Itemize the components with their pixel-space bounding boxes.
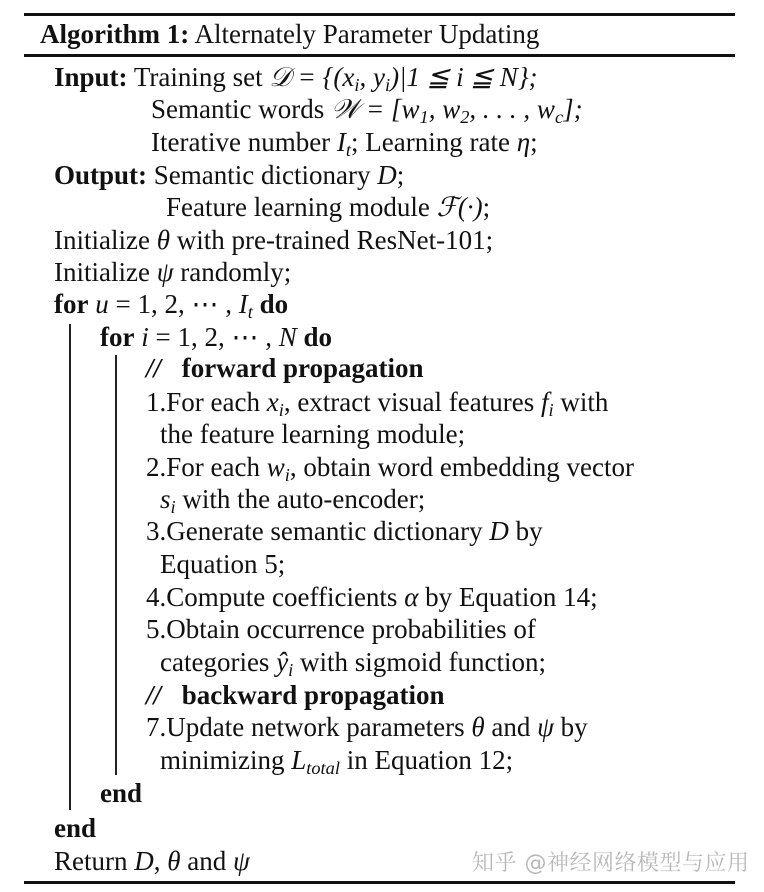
math: 𝒲 = [w [330,94,420,124]
text: Semantic words [151,94,331,124]
backward-comment [146,679,445,711]
step-5-line-1 [146,613,536,645]
inner-loop-bar [115,355,117,775]
text: , [153,846,168,876]
text: Feature learning module [166,192,437,222]
header-rule [24,54,735,57]
sub: i [170,497,176,518]
sub: 2 [460,107,470,128]
return-line [54,845,250,877]
step-3-line-1 [146,515,543,547]
algorithm-title [40,18,539,50]
text: Iterative number [151,127,337,157]
math: ℱ(·) [436,192,483,222]
math: )|1 ≦ i ≦ N}; [390,62,538,92]
text: 7.Update network parameters [146,712,472,742]
text: randomly; [173,257,292,287]
math: D [377,160,397,190]
text: Training set [133,62,270,92]
outer-loop-bar [69,324,71,810]
sub: t [247,302,253,323]
text: by Equation 14; [418,582,598,612]
sub: 1 [419,107,429,128]
text: Return [54,846,135,876]
step-5-line-2 [160,646,547,681]
input-line-3 [151,126,538,161]
for-keyword: for [54,289,89,319]
step-3-line-2 [160,548,285,580]
math: s [160,484,171,514]
text: ; [482,192,491,222]
step-7-line-2 [160,744,514,779]
text: with the auto-encoder; [175,484,426,514]
text: 4.Compute coefficients [146,582,405,612]
bottom-rule [24,881,735,884]
math: L [291,745,307,775]
sub: i [384,75,391,96]
step-1-line-2 [160,418,465,450]
text: with pre-trained ResNet-101; [169,225,494,255]
step-7-line-1 [146,711,588,743]
math: = 1, 2, ⋯ , [148,322,279,352]
comment-slash: // [146,353,162,383]
text: , obtain word embedding vector [289,452,635,482]
do-keyword: do [303,322,333,352]
math: N [278,322,297,352]
step-1-line-1 [146,386,609,421]
input-line-2 [151,93,583,128]
math: ŷ [276,647,289,677]
math: u [95,289,109,319]
inner-end: end [100,778,143,808]
text: categories [160,647,277,677]
math: θ [156,225,170,255]
text: the feature learning module; [160,419,466,449]
outer-for-line [54,288,289,323]
math: ψ [537,712,554,742]
sub: i [288,660,294,681]
text: minimizing [160,745,292,775]
text: 3.Generate semantic dictionary [146,516,490,546]
sub: i [278,400,284,421]
text: ; [396,160,405,190]
text: by [553,712,588,742]
math: w [266,452,285,482]
math: 𝒟 = {(x [269,62,355,92]
text: in Equation 12; [339,745,514,775]
sub: c [554,107,564,128]
sub: total [306,758,340,779]
comment-text: forward propagation [181,353,424,383]
math: ψ [233,846,250,876]
math: = 1, 2, ⋯ , [108,289,239,319]
sub: i [548,400,554,421]
outer-end: end [54,813,97,843]
text: Initialize [54,225,157,255]
top-rule [24,13,735,16]
math: , . . . , w [469,94,555,124]
math: , w [428,94,461,124]
math: ]; [563,94,583,124]
do-keyword: do [259,289,289,319]
output-line-2 [166,191,490,223]
math: f [540,387,549,417]
algorithm-name: Alternately Parameter Updating [194,19,540,49]
step-2-line-2 [160,483,426,518]
comment-text: backward propagation [181,680,445,710]
text: and [484,712,538,742]
text: and [180,846,233,876]
math: η [516,127,531,157]
math: I [238,289,248,319]
input-keyword: Input: [54,62,128,92]
math: ψ [156,257,174,287]
math: , y [359,62,385,92]
math: θ [471,712,485,742]
inner-for-line [100,321,332,353]
text: 2.For each [146,452,267,482]
math: D [134,846,154,876]
math: I [336,127,346,157]
init-psi-line [54,256,291,288]
text: ; [530,127,538,157]
text: Initialize [54,257,157,287]
algorithm-label: Algorithm 1: [40,19,190,49]
output-keyword: Output: [54,160,148,190]
text: Equation 5; [160,549,286,579]
init-theta-line [54,224,493,256]
for-keyword: for [100,322,135,352]
math: i [141,322,149,352]
output-line-1 [54,159,404,191]
input-line-1 [54,61,538,96]
watermark: 知乎 @神经网络模型与应用 [472,851,750,876]
sub: i [284,465,290,486]
math: x [266,387,279,417]
comment-slash: // [146,680,162,710]
text: with sigmoid function; [293,647,547,677]
sub: i [354,75,360,96]
sub: t [345,140,352,161]
text: with [553,387,609,417]
text: 1.For each [146,387,267,417]
text: ; Learning rate [351,127,517,157]
text: by [508,516,543,546]
math: θ [167,846,181,876]
math: D [489,516,509,546]
step-2-line-1 [146,451,635,486]
math: α [404,582,419,612]
text: Semantic dictionary [153,160,378,190]
text: 5.Obtain occurrence probabilities of [146,614,536,644]
forward-comment [146,352,424,384]
text: , extract visual features [283,387,541,417]
step-4-line [146,581,598,613]
